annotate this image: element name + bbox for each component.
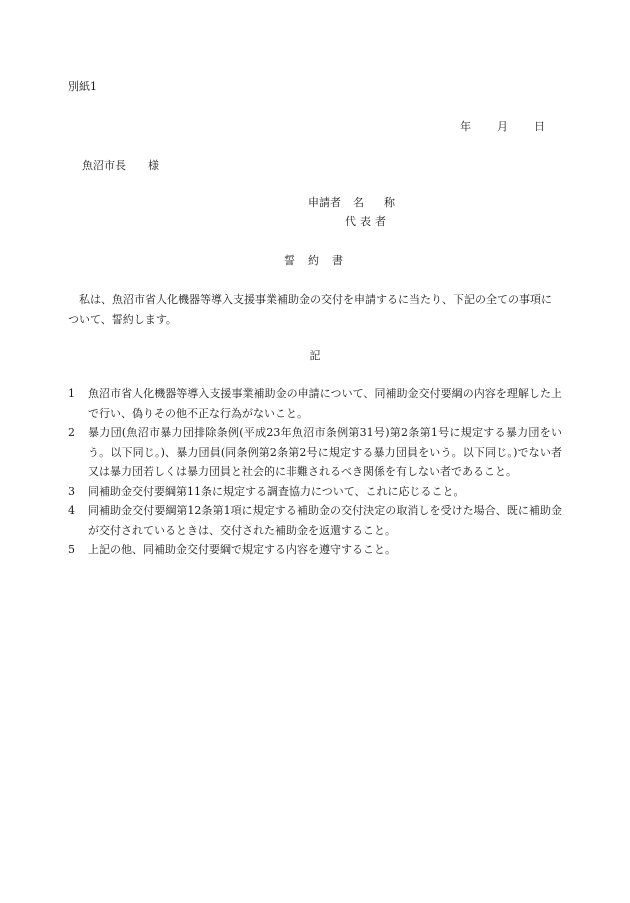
pledge-body: 私は、魚沼市省人化機器等導入支援事業補助金の交付を申請するに当たり、下記の全ての事項について、誓約します。: [68, 293, 552, 326]
date-day: 日: [534, 120, 545, 133]
applicant-label: 申請者: [308, 196, 341, 209]
applicant-name-label: 名: [353, 196, 364, 209]
applicant-name-label2: 称: [384, 196, 395, 209]
applicant-line: [308, 197, 395, 208]
document-title: 誓約書: [284, 254, 356, 267]
list-item: [68, 423, 562, 482]
list-item: [68, 482, 562, 502]
ki-heading: 記: [309, 349, 321, 362]
date-month: 月: [497, 120, 508, 133]
item-text: 上記の他、同補助金交付要綱で規定する内容を遵守すること。: [88, 543, 396, 556]
item-number: 1: [68, 387, 75, 400]
item-text: 同補助金交付要綱第11条に規定する調査協力について、これに応じること。: [88, 484, 465, 498]
representative-label: 代表者: [345, 215, 390, 228]
list-item: [68, 384, 562, 423]
addressee-honorific: 様: [148, 159, 159, 172]
list-item: [68, 501, 562, 540]
item-text: 同補助金交付要綱第12条第1項に規定する補助金の交付決定の取消しを受けた場合、既に補助金が交付されているときは、交付された補助金を返還すること。: [88, 504, 562, 537]
item-number: 3: [68, 484, 75, 498]
date-line: [460, 121, 545, 132]
pledge-items: [68, 384, 562, 560]
item-text: 魚沼市省人化機器等導入支援事業補助金の申請について、同補助金交付要綱の内容を理解した上で行い、偽りその他不正な行為がないこと。: [88, 387, 562, 420]
list-item: [68, 540, 562, 560]
date-year: 年: [460, 120, 471, 133]
addressee-name: 魚沼市長: [82, 159, 126, 172]
item-number: 4: [68, 504, 75, 517]
item-number: 5: [68, 543, 75, 556]
addressee: [82, 160, 159, 171]
item-number: 2: [68, 426, 75, 439]
item-text: 暴力団(魚沼市暴力団排除条例(平成23年魚沼市条例第31号)第2条第1号に規定する暴力団をいう。以下同じ。)、暴力団員(同条例第2条第2号に規定する暴力団員をいう。以下同じ。)でない者又は暴力団若しくは暴力団員と社会的に非難されるべき関係を有しない者であること。: [88, 426, 562, 478]
appendix-label: 別紙1: [68, 80, 97, 93]
